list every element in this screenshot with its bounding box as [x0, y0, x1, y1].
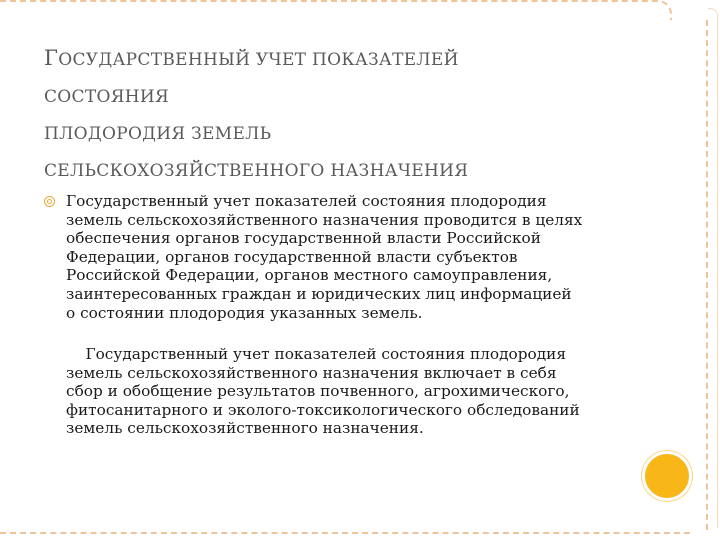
- paragraph2-line: земель сельскохозяйственного назначения.: [66, 419, 424, 438]
- paragraph-2: [66, 345, 672, 438]
- slide-title: [44, 40, 644, 190]
- bullet-list: [44, 192, 672, 322]
- ring-bullet-icon: [44, 196, 55, 207]
- decorative-frame-right: [688, 20, 708, 530]
- decorative-frame-bottom: [0, 530, 690, 534]
- paragraph2-line: Государственный учет показателей состояния плодородия: [66, 345, 566, 363]
- paragraph1-line: Федерации, органов государственной власти субъектов: [66, 247, 518, 266]
- paragraph1-line: Государственный учет показателей состояния плодородия: [66, 192, 547, 210]
- paragraph2-line: земель сельскохозяйственного назначения включает в себя: [66, 363, 557, 382]
- title-line-2: СОСТОЯНИЯ: [44, 87, 170, 107]
- bullet-item-1: [44, 192, 672, 322]
- paragraph1-line: о состоянии плодородия указанных земель.: [66, 303, 423, 322]
- title-line-3: ПЛОДОРОДИЯ ЗЕМЕЛЬ: [44, 124, 272, 144]
- orange-circle-icon: [642, 451, 692, 501]
- paragraph1-line: обеспечения органов государственной власти Российской: [66, 229, 541, 248]
- decorative-frame-top: [0, 0, 672, 20]
- paragraph1-line: заинтересованных граждан и юридических лиц информацией: [66, 284, 572, 303]
- paragraph2-line: сбор и обобщение результатов почвенного, агрохимического,: [66, 382, 570, 401]
- paragraph1-line: Российской Федерации, органов местного самоуправления,: [66, 266, 553, 285]
- decorative-frame-right-outer: [708, 8, 718, 528]
- title-line-1: ГОСУДАРСТВЕННЫЙ УЧЕТ ПОКАЗАТЕЛЕЙ: [44, 46, 459, 70]
- title-line-4: СЕЛЬСКОХОЗЯЙСТВЕННОГО НАЗНАЧЕНИЯ: [44, 161, 469, 181]
- paragraph1-line: земель сельскохозяйственного назначения проводится в целях: [66, 210, 583, 229]
- paragraph2-line: фитосанитарного и эколого-токсикологического обследований: [66, 400, 580, 419]
